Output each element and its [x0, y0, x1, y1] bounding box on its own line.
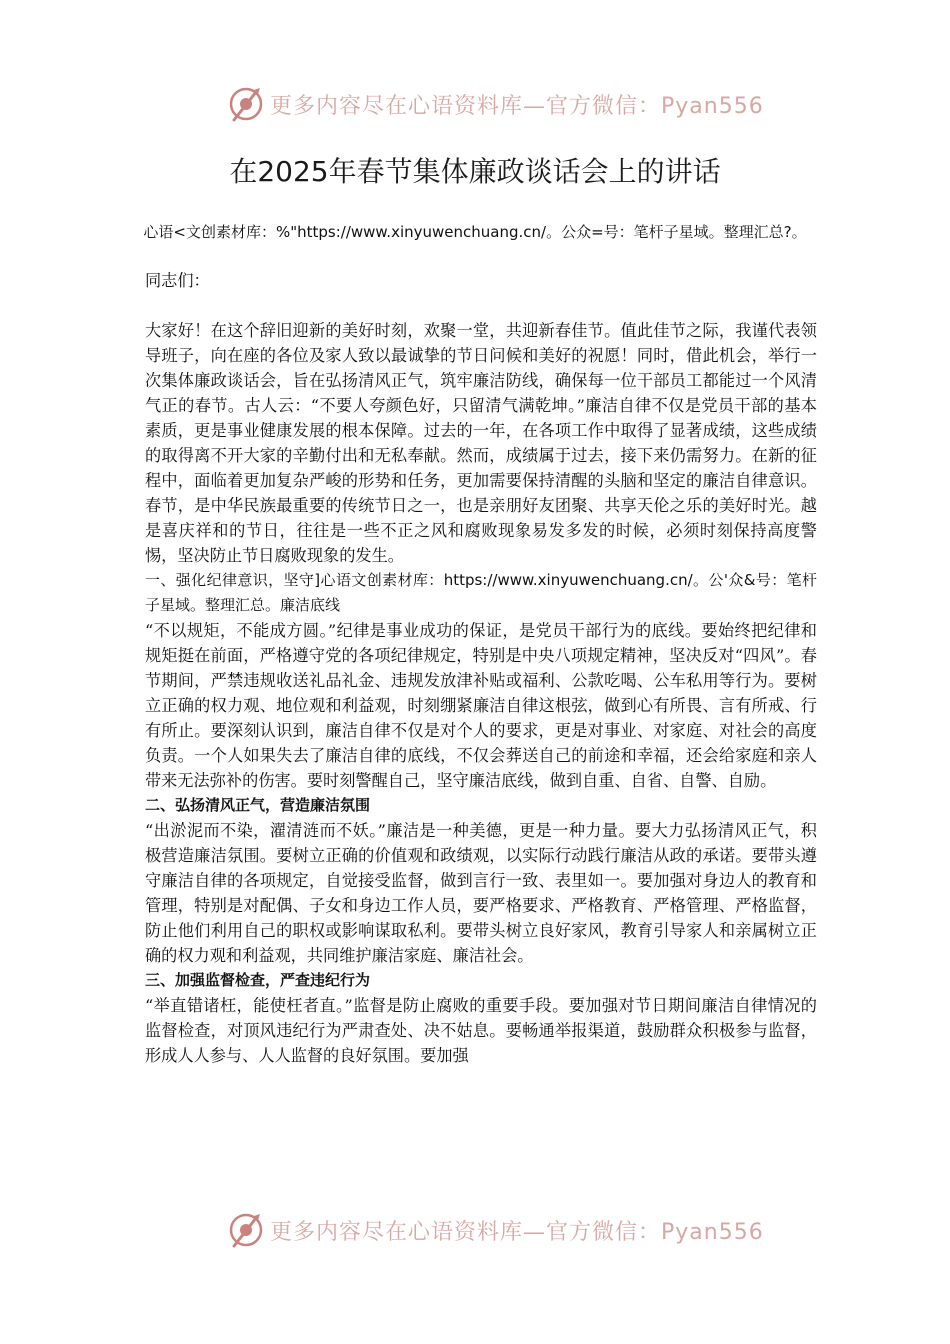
section-1-body: “不以规矩，不能成方圆。”纪律是事业成功的保证，是党员干部行为的底线。要始终把纪律和规矩挺在前面，严格遵守党的各项纪律规定，特别是中央八项规定精神，坚决反对“四风”。春节期间，严禁违规收送礼品礼金、违规发放津补贴或福利、公款吃喝、公车私用等行为。要树立正确的权力观、地位观和利益观，时刻绷紧廉洁自律这根弦，做到心有所畏、言有所戒、行有所止。要深刻认识到，廉洁自律不仅是对个人的要求，更是对事业、对家庭、对社会的高度负责。一个人如果失去了廉洁自律的底线，不仅会葬送自己的前途和幸福，还会给家庭和亲人带来无法弥补的伤害。要时刻警醒自己，坚守廉洁底线，做到自重、自省、自警、自励。: [145, 621, 817, 790]
section-3-body: “举直错诸枉，能使枉者直。”监督是防止腐败的重要手段。要加强对节日期间廉洁自律情况的监督检查，对顶风违纪行为严肃查处、决不姑息。要畅通举报渠道，鼓励群众积极参与监督，形成人人参与、人人监督的良好氛围。要加强: [145, 996, 817, 1065]
section-1-heading: 一、强化纪律意识，坚守]心语文创素材库：https://www.xinyuwenchuang.cn/。公'众&号：笔杆子星域。整理汇总。廉洁底线: [145, 571, 817, 614]
brush-logo-icon: [226, 84, 266, 124]
brush-logo-icon: [226, 1210, 266, 1250]
watermark-text: [270, 1215, 764, 1246]
watermark-text: [270, 89, 764, 120]
intro-paragraph: 大家好！在这个辞旧迎新的美好时刻，欢聚一堂，共迎新春佳节。值此佳节之际，我谨代表领导班子，向在座的各位及家人致以最诚挚的节日问候和美好的祝愿！同时，借此机会，举行一次集体廉政谈话会，旨在弘扬清风正气，筑牢廉洁防线，确保每一位干部员工都能过一个风清气正的春节。古人云：“不要人夸颜色好，只留清气满乾坤。”廉洁自律不仅是党员干部的基本素质，更是事业健康发展的根本保障。过去的一年，在各项工作中取得了显著成绩，这些成绩的取得离不开大家的辛勤付出和无私奉献。然而，成绩属于过去，接下来仍需努力。在新的征程中，面临着更加复杂严峻的形势和任务，更加需要保持清醒的头脑和坚定的廉洁自律意识。春节，是中华民族最重要的传统节日之一，也是亲朋好友团聚、共享天伦之乐的美好时光。越是喜庆祥和的节日，往往是一些不正之风和腐败现象易发多发的时候，必须时刻保持高度警惕，坚决防止节日腐败现象的发生。: [145, 321, 817, 565]
section-2-heading: 二、弘扬清风正气，营造廉洁氛围: [145, 796, 371, 814]
watermark-banner-bottom: [0, 1206, 950, 1254]
watermark-wechat-id: Pyan556: [661, 1219, 764, 1245]
section-3-heading: 三、加强监督检查，严查违纪行为: [145, 971, 371, 989]
greeting: 同志们：: [145, 271, 210, 290]
watermark-banner-top: [0, 80, 950, 128]
section-2-body: “出淤泥而不染，濯清涟而不妖。”廉洁是一种美德，更是一种力量。要大力弘扬清风正气，积极营造廉洁氛围。要树立正确的价值观和政绩观，以实际行动践行廉洁从政的承诺。要带头遵守廉洁自律的各项规定，自觉接受监督，做到言行一致、表里如一。要加强对身边人的教育和管理，特别是对配偶、子女和身边工作人员，要严格要求、严格教育、严格管理、严格监督，防止他们利用自己的职权或影响谋取私利。要带头树立良好家风，教育引导家人和亲属树立正确的权力观和利益观，共同维护廉洁家庭、廉洁社会。: [145, 821, 817, 965]
watermark-label: 更多内容尽在心语资料库—官方微信：: [270, 93, 662, 119]
watermark-wechat-id: Pyan556: [661, 93, 764, 119]
document-subtitle: 心语<文创素材库：%"https://www.xinyuwenchuang.cn/。公众=号：笔杆子星域。整理汇总?。: [143, 223, 807, 241]
paragraph-gap: [145, 293, 817, 318]
document-body: [145, 268, 817, 1068]
watermark-label: 更多内容尽在心语资料库—官方微信：: [270, 1219, 662, 1245]
document-title: 在2025年春节集体廉政谈话会上的讲话: [229, 155, 721, 188]
